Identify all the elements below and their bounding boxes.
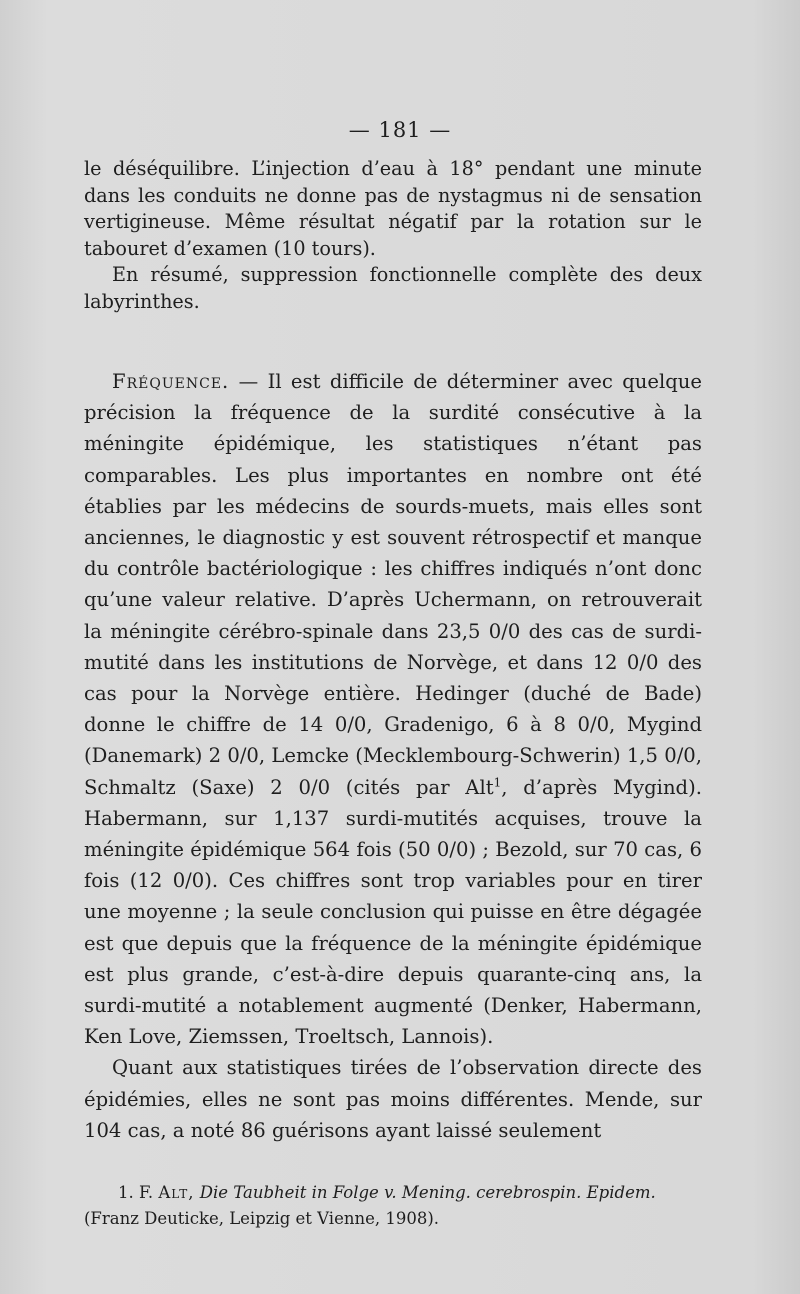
footnote-author: Alt, (158, 1183, 195, 1202)
footnote-reference: 1 (493, 775, 502, 790)
main-text-block (84, 366, 702, 1146)
paragraph-frequency-body: — Il est difficile de déterminer avec quelque précision la fréquence de la surdité consécutive à la méningite épidémique, les statistiques n’étant pas comparables. Les plus importantes en nombre ont été établies par les médecins de sourds-muets, mais elles sont anciennes, le diagnostic y est souvent rétrospectif et manque du contrôle bactériologique : les chiffres indiqués n’ont donc qu’une valeur relative. D’après Uchermann, on retrouverait la méningite cérébro-spinale dans 23,5 0/0 des cas de surdi-mutité dans les institutions de Norvège, et dans 12 0/0 des cas pour la Norvège entière. Hedinger (duché de Bade) donne le chiffre de 14 0/0, Gradenigo, 6 à 8 0/0, Mygind (Danemark) 2 0/0, Lemcke (Mecklembourg-Schwerin) 1,5 0/0, Schmaltz (Saxe) 2 0/0 (cités par Alt (84, 370, 702, 799)
footnote-title: Die Taubheit in Folge v. Mening. cerebrospin. Epidem. (199, 1183, 656, 1202)
top-text-block (84, 156, 702, 316)
paragraph-frequency-tail: , d’après Mygind). Habermann, sur 1,137 surdi-mutités acquises, trouve la méningite épidémique 564 fois (50 0/0) ; Bezold, sur 70 cas, 6 fois (12 0/0). Ces chiffres sont trop variables pour en tirer une moyenne ; la seule conclusion qui puisse en être dégagée est que depuis que la fréquence de la méningite épidémique est plus grande, c’est-à-dire depuis quarante-cinq ans, la surdi-mutité a notablement augmenté (Denker, Habermann, Ken Love, Ziemssen, Troeltsch, Lannois). (84, 775, 702, 1049)
footnote (84, 1180, 724, 1232)
footnote-number: 1. (118, 1183, 134, 1202)
footnote-author-initial: F. (139, 1183, 154, 1202)
paragraph-epidemics: Quant aux statistiques tirées de l’observation directe des épidémies, elles ne sont pas moins différentes. Mende, sur 104 cas, a noté 86 guérisons ayant laissé seulement (84, 1056, 702, 1142)
paragraph-continuation: le déséquilibre. L’injection d’eau à 18° pendant une minute dans les conduits ne donne pas de nystagmus ni de sensation vertigineuse. Même résultat négatif par la rotation sur le tabouret d’examen (10 tours). (84, 157, 702, 260)
paragraph-frequency (84, 366, 702, 1052)
page-number: — 181 — (348, 118, 452, 142)
paragraph-summary: En résumé, suppression fonctionnelle complète des deux labyrinthes. (84, 263, 702, 313)
section-heading: Fréquence. (112, 370, 230, 393)
footnote-publisher: (Franz Deuticke, Leipzig et Vienne, 1908). (84, 1209, 440, 1228)
